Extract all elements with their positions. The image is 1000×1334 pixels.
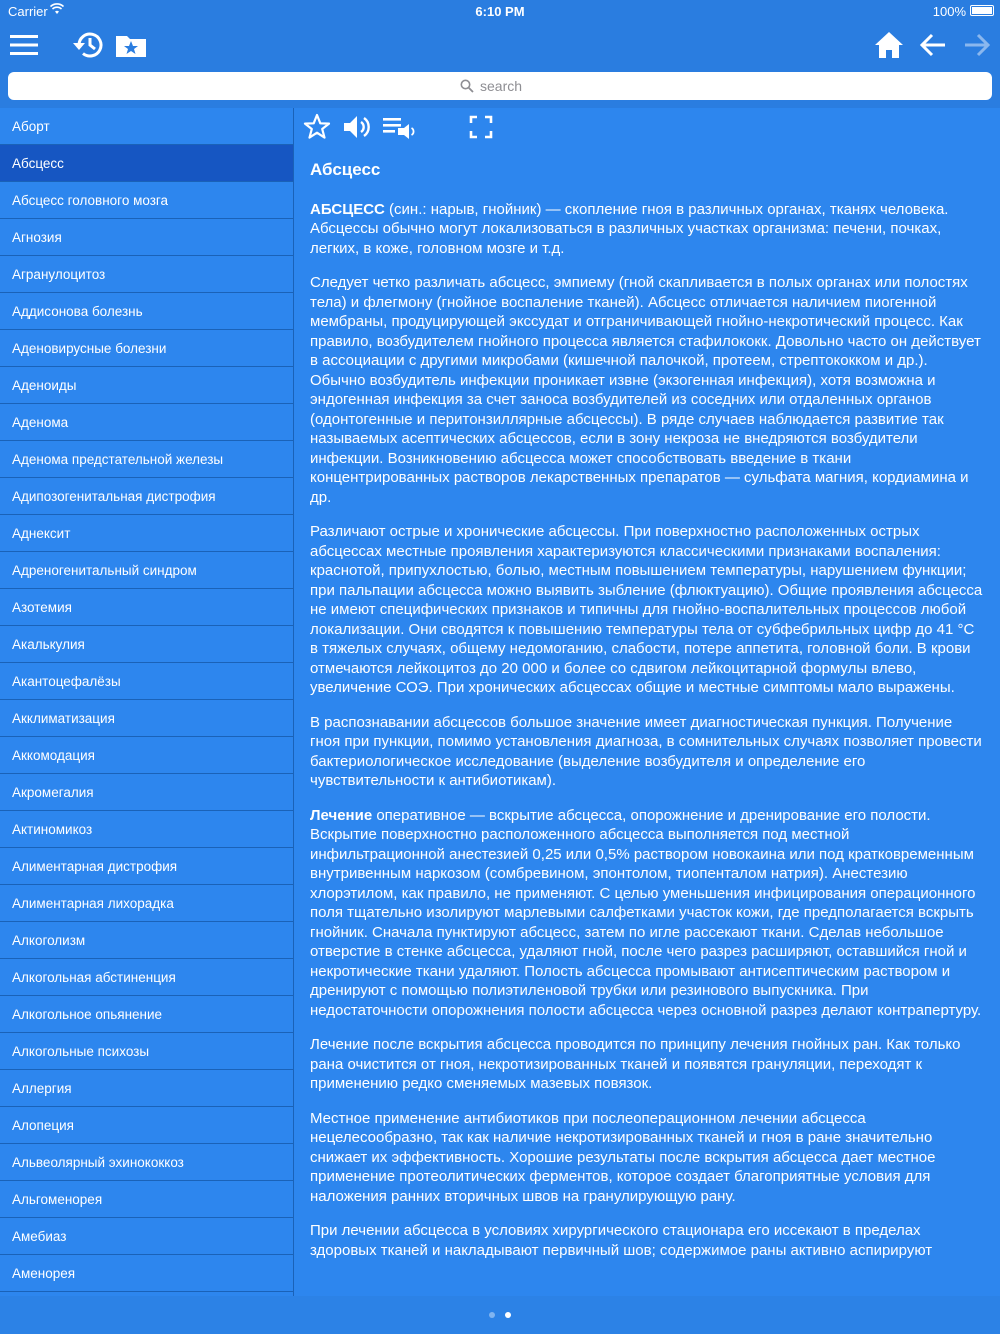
sidebar-item[interactable]: Алиментарная лихорадка [0,885,293,922]
article-paragraph [310,806,984,1021]
sidebar-item[interactable]: Алкогольная абстиненция [0,959,293,996]
sidebar-item[interactable]: Аденома [0,404,293,441]
sidebar-item[interactable]: Алиментарная дистрофия [0,848,293,885]
article-body [294,146,1000,1260]
folder-star-icon[interactable] [114,28,148,62]
sidebar-item[interactable]: Адипозогенитальная дистрофия [0,478,293,515]
bottom-bar [0,1296,1000,1334]
term-heading: АБСЦЕСС [310,200,385,218]
sidebar-item[interactable]: Аллергия [0,1070,293,1107]
sidebar-item[interactable]: Акклиматизация [0,700,293,737]
clock: 6:10 PM [475,4,525,19]
sidebar-item[interactable]: Аденома предстательной железы [0,441,293,478]
sidebar-item[interactable]: Алкогольное опьянение [0,996,293,1033]
sidebar-item[interactable]: Алкогольные психозы [0,1033,293,1070]
search-icon [460,79,474,93]
arrow-left-icon[interactable] [916,28,950,62]
fullscreen-icon[interactable] [464,110,498,144]
search-input[interactable] [480,78,540,94]
star-outline-icon[interactable] [300,110,334,144]
arrow-right-icon[interactable] [960,28,994,62]
sidebar-item[interactable]: Адреногенитальный синдром [0,552,293,589]
sidebar-item[interactable]: Агнозия [0,219,293,256]
article-paragraph: Местное применение антибиотиков при послеоперационном лечении абсцесса нецелесообразно, так как наличие некротизированных тканей и гноя в ране значительно снижает их эффективность. Хорошие результаты после вскрытия абсцесса дает местное применение протеолитических ферментов, которое создает благоприятные условия для наложения ранних вторичных швов на гранулирующую рану. [310,1109,936,1205]
paragraph-text: оперативное — вскрытие абсцесса, опорожнение и дренирование его полости. Вскрытие поверхностно расположенного абсцесса выполняется под местной инфильтрационной анестезией 0,25 или 0,5% раствором новокаина или под кратковременным внутривенным наркозом (сомбревином, эпонтолом, тиопенталом натрия). Анестезию хлорэтилом, как правило, не применяют. С целью уменьшения инфицирования операционного поля тщательно изолируют марлевыми салфетками участок кожи, где предполагается вскрыть гнойник. Сначала пунктируют абсцесс, затем по игле рассекают ткани. Сделав небольшое отверстие в стенке абсцесса, удаляют гной, после чего разрез расширяют, оставшийся гной и некротические ткани удаляют. Полость абсцесса промывают антисептическим раствором и дренируют с помощью полиэтиленовой трубки или резинового выпускника. При недостаточности опорожнения полости абсцесса через основной разрез делают контрапертуру. [310,806,982,1019]
top-toolbar [0,22,1000,66]
article-paragraph: При лечении абсцесса в условиях хирургического стационара его иссекают в пределах здоровых тканей и накладывают первичный шов; содержимое раны активно аспирируют [310,1222,933,1259]
sidebar-item[interactable]: Аднексит [0,515,293,552]
article-paragraph [310,200,984,259]
article-paragraph: Различают острые и хронические абсцессы. При поверхностно расположенных острых абсцессах местные проявления характеризуются классическими признаками воспаления: краснотой, припухлостью, болью, местным повышением температуры, нарушением функции; при пальпации абсцесса можно выявить зыбление (флюктуацию). Общие проявления абсцесса не имеют специфических признаков и типичны для гнойно-воспалительных процессов любой локализации. Они сводятся к повышению температуры тела от субфебрильных цифр до 41 °С в тяжелых случаях, общему недомоганию, слабости, потере аппетита, головной боли. В крови отмечаются лейкоцитоз до 20 000 и более со сдвигом лейкоцитарной формулы влево, увеличение СОЭ. При хронических абсцессах общие и местные симптомы мало выражены. [310,523,983,696]
sidebar-item[interactable]: Акромегалия [0,774,293,811]
sidebar-item[interactable]: Абсцесс головного мозга [0,182,293,219]
article-paragraph: В распознавании абсцессов большое значение имеет диагностическая пункция. Получение гноя при пункции, помимо установления диагноза, в сомнительных случаях позволяет провести бактериологическое исследование (выделение возбудителя и определение его чувствительности к антибиотикам). [310,713,982,789]
sidebar-item[interactable]: Аддисонова болезнь [0,293,293,330]
history-icon[interactable] [70,28,104,62]
sidebar-item[interactable]: Альгоменорея [0,1181,293,1218]
sidebar-item[interactable]: Амебиаз [0,1218,293,1255]
sidebar-item[interactable]: Аккомодация [0,737,293,774]
article-paragraph: Следует четко различать абсцесс, эмпиему (гной скапливается в полых органах или полостях тела) и флегмону (гнойное воспаление тканей). Абсцесс отличается наличием пиогенной мембраны, продуцирующей экссудат и отграничивающей гнойно-некротический процесс. Как правило, возбудителем гнойного процесса является стафилококк. Довольно часто он действует в ассоциации с другими микробами (кишечной палочкой, протеем, стрептококком и др.). Обычно возбудитель инфекции проникает извне (экзогенная инфекция), хотя возможна и эндогенная инфекция за счет заноса возбудителей из соседних или отдаленных органов (одонтогенные и перитонзиллярные абсцессы). В ряде случаев наблюдается развитие так называемых асептических абсцессов, если в зону некроза не внедряются возбудители инфекции. Возникновению абсцесса может способствовать введение в ткани концентрированных растворов лекарственных препаратов — сульфата магния, кордиамина и др. [310,274,981,506]
sidebar-item[interactable]: Альвеолярный эхинококкоз [0,1144,293,1181]
sidebar-item[interactable]: Аборт [0,108,293,145]
sidebar-item[interactable]: Алкоголизм [0,922,293,959]
battery-icon [970,5,994,16]
speaker-icon[interactable] [340,110,374,144]
article-title: Абсцесс [310,160,381,179]
sidebar-item[interactable]: Аденовирусные болезни [0,330,293,367]
carrier-label: Carrier [8,4,48,19]
paragraph-text: (син.: нарыв, гнойник) — скопление гноя в различных органах, тканях человека. Абсцессы обычно могут локализоваться в различных участках организма: печени, почках, легких, в коже, головном мозге и т.д. [310,200,949,257]
playlist-audio-icon[interactable] [382,110,416,144]
article-pane [294,108,1000,1296]
sidebar-item[interactable]: Аденоиды [0,367,293,404]
sidebar-item[interactable]: Актиномикоз [0,811,293,848]
sidebar-item[interactable]: Агранулоцитоз [0,256,293,293]
term-list [0,108,293,1296]
page-dot[interactable] [489,1312,495,1318]
sidebar-item[interactable]: Абсцесс [0,145,293,182]
article-paragraph: Лечение после вскрытия абсцесса проводится по принципу лечения гнойных ран. Как только рана очистится от гноя, некротизированных тканей и появятся грануляции, переходят к применению редко сменяемых мазевых повязок. [310,1036,961,1092]
home-icon[interactable] [872,28,906,62]
search-bar[interactable] [8,72,992,100]
page-dot[interactable] [505,1312,511,1318]
status-bar [0,0,1000,22]
sidebar-item[interactable]: Акантоцефалёзы [0,663,293,700]
sidebar-item[interactable]: Азотемия [0,589,293,626]
battery-percent: 100% [932,4,966,19]
sidebar-item[interactable]: Акалькулия [0,626,293,663]
hamburger-menu-icon[interactable] [7,28,41,62]
sidebar-item[interactable]: Аменорея [0,1255,293,1292]
article-toolbar [294,108,1000,146]
sidebar-item[interactable]: Алопеция [0,1107,293,1144]
section-heading: Лечение [310,806,373,824]
